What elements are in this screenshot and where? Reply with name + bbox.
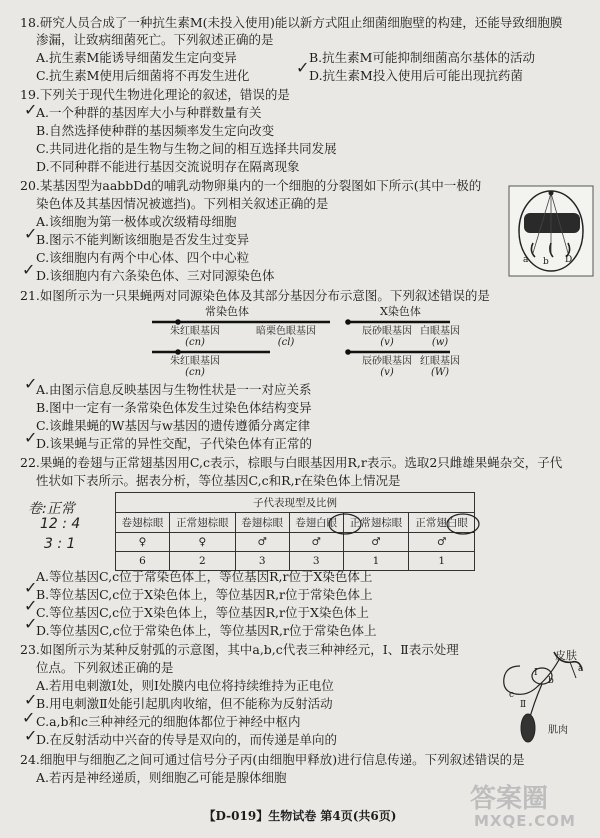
q22-header-3: 卷翅棕眼 <box>235 513 289 533</box>
q19-option-b: B.自然选择使种群的基因频率发生定向改变 <box>36 123 275 138</box>
q20-cell-division-figure <box>508 185 594 277</box>
q22-sex-1: ♀ <box>116 533 170 552</box>
watermark-logo-bottom: MXQE.COM <box>474 812 576 830</box>
q23-option-a: A.若用电刺激Ⅰ处，则Ⅰ处膜内电位将持续维持为正电位 <box>36 678 334 693</box>
q22-check-mark-b: ✓ <box>24 596 38 615</box>
q21-autosome-title: 常染色体 <box>205 305 249 318</box>
q21-gene-cl-symbol: (cl) <box>277 337 295 348</box>
q20-check-mark-c: ✓ <box>22 260 36 279</box>
q21-gene-v-top-symbol: (v) <box>380 337 394 348</box>
q22-handnote-line2: 12 : 4 <box>40 516 81 532</box>
q22-ratio-5: 1 <box>343 552 409 571</box>
q21-gene-cn-bottom-symbol: (cn) <box>185 367 205 378</box>
q22-sex-6: ♂ <box>409 533 475 552</box>
q19-check-mark: ✓ <box>24 100 38 119</box>
page-footer: 【D-019】生物试卷 第4页(共6页) <box>203 809 397 823</box>
q22-option-b: B.等位基因C,c位于X染色体上，等位基因R,r位于常染色体上 <box>36 587 373 602</box>
q22-sex-5: ♂ <box>343 533 409 552</box>
q19-option-a: A.一个种群的基因库大小与种群数量有关 <box>36 105 262 120</box>
q22-ratio-4: 3 <box>289 552 343 571</box>
q23-option-b: B.用电刺激Ⅱ处能引起肌肉收缩，但不能称为反射活动 <box>36 696 333 711</box>
q20-stem-line2: 染色体及其基因情况被遮挡)。下列相关叙述正确的是 <box>36 196 329 211</box>
q23-site-I-label: Ⅰ <box>534 668 538 678</box>
q21-check-mark-a: ✓ <box>24 374 38 393</box>
q23-check-mark-c: ✓ <box>22 708 36 727</box>
q20-option-d: D.该细胞内有六条染色体、三对同源染色体 <box>36 268 275 283</box>
q19-option-d: D.不同种群不能进行基因交流说明存在隔离现象 <box>36 159 300 174</box>
q23-neuron-a-label: a <box>578 664 584 674</box>
q21-stem: 21.如图所示为一只果蝇两对同源染色体及其部分基因分布示意图。下列叙述错误的是 <box>20 288 490 303</box>
q20-option-c: C.该细胞内有两个中心体、四个中心粒 <box>36 250 250 265</box>
q19-option-c: C.共同进化指的是生物与生物之间的相互选择共同发展 <box>36 141 337 156</box>
q19-stem: 19.下列关于现代生物进化理论的叙述，错误的是 <box>20 87 290 102</box>
q22-option-d: D.等位基因C,c位于常染色体上，等位基因R,r位于常染色体上 <box>36 623 377 638</box>
q23-muscle-label: 肌肉 <box>548 725 568 736</box>
q21-gene-v-top-name: 辰砂眼基因 <box>362 326 412 337</box>
q24-stem: 24.细胞甲与细胞乙之间可通过信号分子丙(由细胞甲释放)进行信息传递。下列叙述错误的是 <box>20 752 525 767</box>
q21-gene-v-bottom-symbol: (v) <box>380 367 394 378</box>
q22-sex-4: ♂ <box>289 533 343 552</box>
q20-fig-label-a: a <box>523 255 529 265</box>
q20-check-mark-a: ✓ <box>24 224 38 243</box>
q21-gene-cn-top-name: 朱红眼基因 <box>170 326 220 337</box>
q20-fig-label-d: D <box>565 255 573 265</box>
q23-skin-label: 皮肤 <box>555 649 577 662</box>
q23-stem-line1: 23.如图所示为某种反射弧的示意图，其中a,b,c代表三种神经元，Ⅰ、Ⅱ表示处理 <box>20 642 459 657</box>
q21-gene-cn-bottom <box>170 356 220 378</box>
q21-gene-W <box>420 356 460 378</box>
q21-gene-W-symbol: (W) <box>430 367 450 378</box>
q21-gene-v-bottom <box>362 356 412 378</box>
q21-gene-w-symbol: (w) <box>431 337 449 348</box>
q22-stem-line1: 22.果蝇的卷翅与正常翅基因用C,c表示，棕眼与白眼基因用R,r表示。选取2只雌雄果蝇杂交，子代 <box>20 455 563 470</box>
q21-gene-w <box>420 326 460 348</box>
q21-gene-cl <box>256 326 316 348</box>
q18-option-c: C.抗生素M使用后细菌将不再发生进化 <box>36 68 250 83</box>
q21-gene-cn-top-symbol: (cn) <box>185 337 205 348</box>
q21-gene-W-name: 红眼基因 <box>420 356 460 367</box>
q21-x-chromosome-title: X染色体 <box>380 305 421 318</box>
q20-cell-occluding-block <box>524 213 580 233</box>
q22-check-mark-a: ✓ <box>24 578 38 597</box>
q21-gene-cl-name: 暗栗色眼基因 <box>256 326 316 337</box>
q21-check-mark-d: ✓ <box>24 428 38 447</box>
q20-option-a: A.该细胞为第一极体或次级精母细胞 <box>36 214 237 229</box>
q22-hand-circles <box>325 512 485 538</box>
q21-gene-v-top <box>362 326 412 348</box>
q23-option-c: C.a,b和c三种神经元的细胞体都位于神经中枢内 <box>36 714 301 729</box>
q23-neuron-c-label: c <box>509 690 515 700</box>
q22-header-5: 正常翅棕眼 <box>343 513 409 533</box>
q22-ratio-3: 3 <box>235 552 289 571</box>
q23-check-mark-d: ✓ <box>24 726 38 745</box>
q18-option-a: A.抗生素M能诱导细菌发生定向变异 <box>36 50 237 65</box>
q21-gene-cn-top <box>170 326 220 348</box>
q22-header-2: 正常翅棕眼 <box>170 513 236 533</box>
q22-stem-line2: 性状如下表所示。据表分析，等位基因C,c和R,r在染色体上情况是 <box>36 473 401 488</box>
q21-option-a: A.由图示信息反映基因与生物性状是一一对应关系 <box>36 382 312 397</box>
q22-header-6: 正常翅白眼 <box>409 513 475 533</box>
q24-option-a: A.若丙是神经递质，则细胞乙可能是腺体细胞 <box>36 770 287 785</box>
q22-option-c: C.等位基因C,c位于X染色体上，等位基因R,r位于X染色体上 <box>36 605 369 620</box>
q23-stem-line2: 位点。下列叙述正确的是 <box>36 660 174 675</box>
q22-sex-2: ♀ <box>170 533 236 552</box>
q21-option-c: C.该雌果蝇的W基因与w基因的遗传遵循分离定律 <box>36 418 311 433</box>
q21-gene-v-bottom-name: 辰砂眼基因 <box>362 356 412 367</box>
q22-option-a: A.等位基因C,c位于常染色体上，等位基因R,r位于X染色体上 <box>36 569 373 584</box>
q23-option-d: D.在反射活动中兴奋的传导是双向的，而传递是单向的 <box>36 732 338 747</box>
q22-check-mark-c: ✓ <box>24 614 38 633</box>
q20-option-b: B.图示不能判断该细胞是否发生过变异 <box>36 232 250 247</box>
q23-check-mark-b: ✓ <box>24 690 38 709</box>
q22-header-1: 卷翅棕眼 <box>116 513 170 533</box>
q22-ratio-1: 6 <box>116 552 170 571</box>
q21-option-b: B.图中一定有一条常染色体发生过染色体结构变异 <box>36 400 312 415</box>
q22-sex-3: ♂ <box>235 533 289 552</box>
q21-option-d: D.该果蝇与正常的异性交配，子代染色体有正常的 <box>36 436 313 451</box>
q22-handnote-line1: 卷:正常 <box>28 501 75 517</box>
q21-gene-cn-bottom-name: 朱红眼基因 <box>170 356 220 367</box>
q22-ratio-6: 1 <box>409 552 475 571</box>
q18-stem-line2: 渗漏，让致病细菌死亡。下列叙述正确的是 <box>36 32 274 47</box>
q22-ratio-2: 2 <box>170 552 236 571</box>
q23-reflex-arc-figure <box>490 648 590 748</box>
q23-site-II-label: Ⅱ <box>520 700 527 710</box>
q22-handnote-line3: 3 : 1 <box>44 536 76 552</box>
q22-table-title: 子代表现型及比例 <box>116 493 475 513</box>
q20-stem-line1: 20.某基因型为aabbDd的哺乳动物卵巢内的一个细胞的分裂图如下所示(其中一极的 <box>20 178 482 193</box>
q23-neuron-b-label: b <box>548 676 554 686</box>
q18-option-d: D.抗生素M投入使用后可能出现抗药菌 <box>309 68 523 83</box>
watermark-logo-top: 答案圈 <box>470 784 549 814</box>
q18-check-mark: ✓ <box>296 58 310 77</box>
q21-gene-w-name: 白眼基因 <box>420 326 460 337</box>
q22-header-4: 卷翅白眼 <box>289 513 343 533</box>
q18-option-b: B.抗生素M可能抑制细菌高尔基体的活动 <box>309 50 535 65</box>
q18-stem-line1: 18.研究人员合成了一种抗生素M(未投入使用)能以新方式阻止细菌细胞壁的构建，还能导致细胞膜 <box>20 15 563 30</box>
q20-fig-label-b: b <box>543 257 549 267</box>
